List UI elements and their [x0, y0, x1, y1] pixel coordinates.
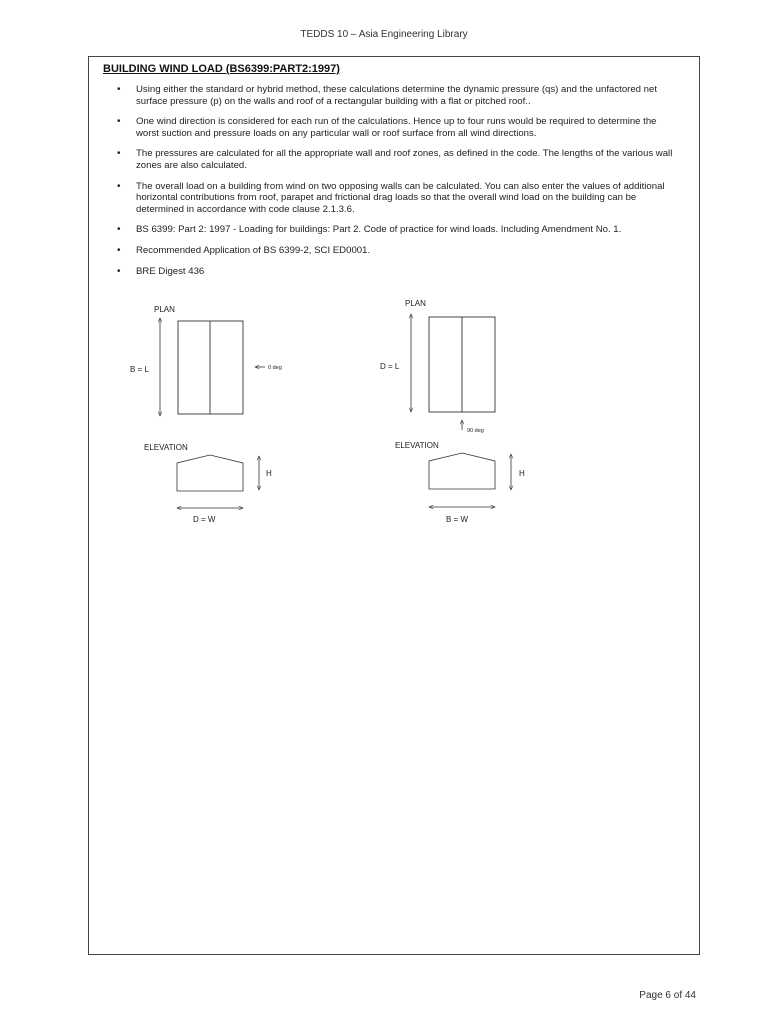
left-plan-label: PLAN [154, 305, 175, 314]
right-height-label: H [519, 469, 525, 478]
right-plan-label: PLAN [405, 299, 426, 308]
left-plan-rect [178, 321, 243, 414]
bullet-item: • One wind direction is considered for each run of the calculations. Hence up to four runs would be required to determine the worst suction and pressure loads on any particular wall or roof surface from all wind directions. [116, 116, 682, 139]
left-diagram [130, 305, 282, 524]
left-wind-label: 0 deg [268, 365, 282, 371]
document-header-title: TEDDS 10 – Asia Engineering Library [300, 29, 468, 40]
right-diagram [380, 299, 525, 524]
right-elevation-shape [429, 453, 495, 489]
bullet-item: • BS 6399: Part 2: 1997 - Loading for buildings: Part 2. Code of practice for wind loads. Including Amendment No. 1. [116, 224, 682, 236]
left-width-label: D = W [193, 515, 216, 524]
left-side-label: B = L [130, 365, 149, 374]
bullet-item: • Recommended Application of BS 6399-2, SCI ED0001. [116, 245, 682, 257]
section-title: BUILDING WIND LOAD (BS6399:PART2:1997) [103, 63, 340, 75]
right-elevation-label: ELEVATION [395, 441, 439, 450]
bullet-item: • BRE Digest 436 [116, 266, 682, 278]
bullet-item: • Using either the standard or hybrid method, these calculations determine the dynamic pressure (qs) and the unfactored net surface pressure (p) on the walls and roof of a rectangular building with a flat or pitched roof.. [116, 84, 682, 107]
left-elevation-shape [177, 455, 243, 491]
bullet-item: • The overall load on a building from wind on two opposing walls can be calculated. You can also enter the values of additional horizontal contributions from roof, parapet and frictional drag loads so that the overall wind load on the building can be determined in accordance with code clause 2.1.3.6. [116, 181, 682, 216]
left-elevation-label: ELEVATION [144, 443, 188, 452]
right-width-label: B = W [446, 515, 469, 524]
left-height-label: H [266, 469, 272, 478]
right-wind-label: 90 deg [467, 428, 484, 434]
right-side-label: D = L [380, 362, 400, 371]
bullet-item: • The pressures are calculated for all the appropriate wall and roof zones, as defined in the code. The lengths of the various wall zones are also calculated. [116, 148, 682, 171]
page-number: Page 6 of 44 [639, 990, 696, 1001]
